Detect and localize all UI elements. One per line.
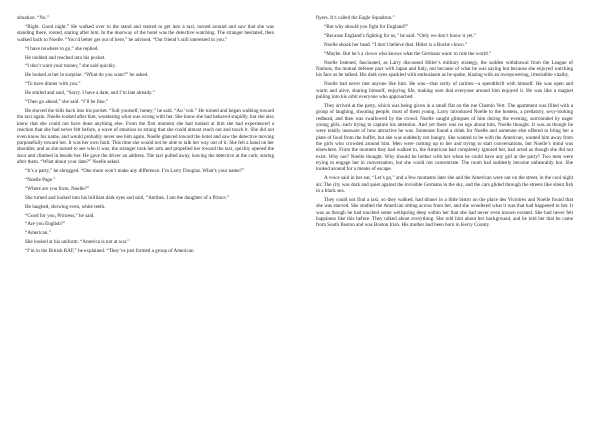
paragraph: “American.” (25, 230, 51, 237)
paragraph: “Are you English?” (25, 221, 66, 228)
paragraph: She turned and looked into his brilliant dark eyes and said, “Antibes. I am the daughter of a Prince.” (25, 194, 230, 201)
paragraph: “But why should you fight for England?” (324, 23, 409, 30)
paragraph: flyers. It’s called the Eagle Squadron.” (316, 15, 395, 21)
paragraph: situation. “No.” (17, 15, 50, 21)
paragraph: He smiled and said, “Sorry. I have a date, and I’m late already.” (25, 90, 155, 97)
paragraph: “I’m in the British RAF,” he explained. “They’ve just formed a group of American (25, 248, 194, 255)
paragraph: Noelle had never met anyone like him. He was—that rarity of rarities—a spendthrift with himself. He was open and warm and alive, sharing himself, enjoying life, making sure that everyone around him enjoyed it. He was like a magnet pulling into his orbit everyone who approached. (316, 81, 573, 100)
paragraph: Noelle shook her head. “I don’t believe that. Hitler is a Boche clown.” (324, 41, 468, 48)
paragraph: He shoved the bills back into his pocket. “Suit yourself, honey,” he said. “Au ’voir.” He turned and began walking toward the taxi again. Noelle looked after him, wondering what was wrong with her. She knew she had behaved stupidly, but she also knew that she could not have done anything else. From the first moment she had looked at him she had experienced a reaction that she had never felt before, a wave of emotion so strong that she could almost reach out and touch it. She did not even know his name, and would probably never see him again. Noelle glanced toward the hotel and saw the detective moving purposefully toward her. It was her own fault. This time she would not be able to talk her way out of it. She felt a hand on her shoulder, and as she turned to see who it was, the stranger took her arm and propelled her toward the taxi, quickly opened the door and climbed in beside her. He gave the driver an address. The taxi pulled away, leaving the detective at the curb, staring after them. “What about your date?” Noelle asked. (17, 108, 274, 165)
paragraph: “I don’t want your money,” she said quickly. (25, 63, 117, 70)
paragraph: Noelle listened, fascinated, as Larry discussed Hitler’s military strategy, the sudden withdrawal from the League of Nations, the mutual defense pact with Japan and Italy, not because of what he was saying but because she enjoyed watching his face as he talked. His dark eyes sparkled with enthusiasm as he spoke, blazing with an overpowering, irresistible vitality. (316, 59, 573, 79)
paragraph: “To have dinner with you.” (25, 81, 81, 88)
paragraph: “Where are you from, Noelle?” (25, 185, 90, 192)
paragraph: He laughed, showing even, white teeth. (25, 203, 106, 210)
paragraph: “Then go ahead,” she said. “I’ll be fine.” (25, 99, 109, 106)
paragraph: “Right. Good night.” He walked over to the stand and started to get into a taxi, turned around and saw that she was standing there, rooted, staring after him. In the doorway of the hotel was the detective watching. The stranger hesitated, then walked back to Noelle. “You’d better get out of here,” he advised. “Our friend’s still interested in you.” (17, 23, 274, 43)
paragraph: “Because England’s fighting for us,” he said. “Only we don’t know it yet.” (324, 32, 477, 39)
paragraph: He nodded and reached into his pocket. (25, 54, 106, 61)
paragraph: “I have nowhere to go,” she replied. (25, 45, 99, 52)
left-page (17, 15, 274, 257)
paragraph: He looked at her in surprise. “What do you want?” he asked. (25, 72, 149, 79)
paragraph: She looked at his uniform. “America is not at war.” (25, 239, 130, 246)
paragraph: “Noelle Page.” (25, 176, 56, 183)
right-page (316, 15, 573, 231)
paragraph: They could not find a taxi, so they walked, had dinner in a little bistro on the place des Victoires and Noelle found that she was starved. She studied the American sitting across from her, and she wondered what it was that had happened to her. It was as though he had touched some wellspring deep within her that she had never even known existed. She had never felt happiness like this before. They talked about everything. She told him about her background, and he told her that he came from South Boston and was Boston Irish. His mother had been born in Kerry County. (316, 196, 573, 229)
paragraph: They arrived at the party, which was being given in a small flat on the rue Chemin Vert. The apartment was filled with a group of laughing, shouting people, most of them young. Larry introduced Noelle to the hostess, a predatory, sexy-looking redhead, and then was swallowed by the crowd. Noelle caught glimpses of him during the evening, surrounded by eager young girls, each trying to capture his attention. And yet there was no ego about him, Noelle thought. It was as though he were totally unaware of how attractive he was. Someone found a drink for Noelle and someone else offered to bring her a plate of food from the buffet, but she was suddenly not hungry. She wanted to be with the American, wanted him away from the girls who crowded around him. Men were coming up to her and trying to start conversations, but Noelle’s mind was elsewhere. From the moment they had walked in, the American had completely ignored her, had acted as though she did not exist. Why not? Noelle thought. Why should he bother with her when he could have any girl at the party? Two men were trying to engage her in conversation, but she could not concentrate. The room had suddenly become unbearably hot. She looked around for a means of escape. (316, 102, 573, 173)
paragraph: “Maybe. But he’s a clown who knows what the Germans want: to rule the world.” (324, 50, 492, 57)
paragraph: “Good for you, Princess,” he said. (25, 212, 95, 219)
paragraph: A voice said in her ear, “Let’s go,” and a few moments later she and the American were out on the street, in the cool night air. The city was dark and quiet against the invisible Germans in the sky, and the cars glided through the streets like silent fish in a black sea. (316, 175, 573, 194)
paragraph: “It’s a party,” he shrugged. “One more won’t make any difference. I’m Larry Douglas. What’s your name?” (25, 167, 245, 174)
